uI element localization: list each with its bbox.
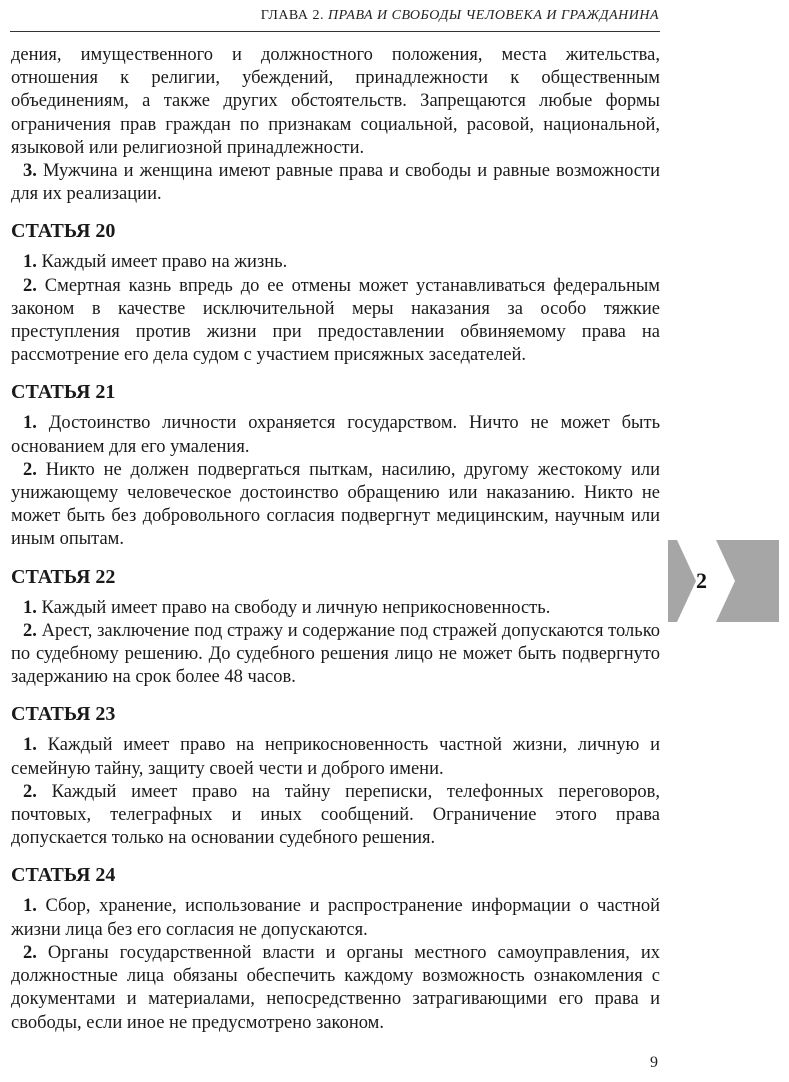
paragraph-number: 3. xyxy=(23,161,37,182)
article-paragraph xyxy=(11,781,660,851)
article-24 xyxy=(11,863,660,1034)
article-paragraph xyxy=(11,597,660,620)
thumb-tab-shape xyxy=(668,540,779,622)
paragraph-text: Арест, заключение под стражу и содержание под стражей допускаются только по судебному решению. До судебного решения лицо не может быть подвергнуто задержанию на срок более 48 часов. xyxy=(11,620,660,688)
article-paragraph xyxy=(11,275,660,368)
article-heading: СТАТЬЯ 20 xyxy=(11,220,116,243)
paragraph-text: Смертная казнь впредь до ее отмены может устанавливаться федеральным законом в качестве исключительной меры наказания за особо тяжкие преступления против жизни при предоставлении обвиняемому права на рассмотрение его дела судом с участием присяжных заседателей. xyxy=(11,275,661,366)
paragraph-number: 2. xyxy=(23,781,37,802)
article-paragraph xyxy=(11,412,660,458)
chapter-label: ГЛАВА 2. xyxy=(260,8,324,23)
paragraph-text: Достоинство личности охраняется государством. Ничто не может быть основанием для его умаления. xyxy=(11,413,661,457)
paragraph-number: 1. xyxy=(23,896,37,917)
paragraph-text: Каждый имеет право на свободу и личную неприкосновенность. xyxy=(41,597,551,618)
paragraph-text: Органы государственной власти и органы местного самоуправления, их должностные лица обязаны обеспечить каждому возможность ознакомления с документами и материалами, непосредственно затрагивающими его права и свободы, если иное не предусмотрено законом. xyxy=(11,942,661,1033)
article-paragraph xyxy=(11,942,660,1035)
paragraph-text: Мужчина и женщина имеют равные права и свободы и равные возможности для их реализации. xyxy=(11,161,660,205)
article-22 xyxy=(11,565,660,690)
article-21 xyxy=(11,380,660,551)
thumb-tab-number: 2 xyxy=(696,568,707,593)
header-rule xyxy=(10,31,660,32)
paragraph-number: 1. xyxy=(23,597,37,618)
article-paragraph xyxy=(11,251,660,274)
paragraph-3 xyxy=(11,160,660,206)
paragraph-text: Сбор, хранение, использование и распространение информации о частной жизни лица без его согласия не допускаются. xyxy=(11,896,660,940)
paragraph-text: Каждый имеет право на жизнь. xyxy=(41,252,288,273)
paragraph-number: 1. xyxy=(23,735,37,756)
running-head xyxy=(261,8,659,24)
paragraph-text: Никто не должен подвергаться пыткам, насилию, другому жестокому или унижающему человеческое достоинство обращению или наказанию. Никто не может быть без добровольного согласия подвергнут медицинским, научным или иным опытам. xyxy=(11,459,660,550)
article-heading: СТАТЬЯ 23 xyxy=(11,703,116,726)
article-heading: СТАТЬЯ 22 xyxy=(11,565,116,588)
page-body xyxy=(11,44,660,1035)
paragraph-number: 2. xyxy=(23,459,37,480)
paragraph-number: 2. xyxy=(23,620,37,641)
paragraph-text: Каждый имеет право на тайну переписки, телефонных переговоров, почтовых, телеграфных и иных сообщений. Ограничение этого права допускается только на основании судебного решения. xyxy=(11,781,660,849)
page-number: 9 xyxy=(650,1054,658,1071)
article-heading: СТАТЬЯ 24 xyxy=(11,864,116,887)
paragraph-number: 1. xyxy=(23,413,37,434)
paragraph-number: 2. xyxy=(23,942,37,963)
chapter-title: ПРАВА И СВОБОДЫ ЧЕЛОВЕКА И ГРАЖДАНИНА xyxy=(328,8,659,23)
article-paragraph xyxy=(11,734,660,780)
article-paragraph xyxy=(11,895,660,941)
article-heading: СТАТЬЯ 21 xyxy=(11,381,116,404)
paragraph-number: 2. xyxy=(23,275,37,296)
chapter-thumb-tab xyxy=(668,540,779,622)
article-20 xyxy=(11,219,660,367)
article-23 xyxy=(11,702,660,850)
article-paragraph xyxy=(11,620,660,690)
article-paragraph xyxy=(11,459,660,552)
continued-paragraph: дения, имущественного и должностного положения, места жительства, отношения к религии, убеждений, принадлежности к общественным объединениям, а также других обстоятельств. Запрещаются любые формы ограничения прав граждан по признакам социальной, расовой, национальной, языковой или религиозной принадлежности. xyxy=(11,45,660,158)
paragraph-number: 1. xyxy=(23,252,37,273)
paragraph-text: Каждый имеет право на неприкосновенность частной жизни, личную и семейную тайну, защиту своей чести и доброго имени. xyxy=(11,735,660,779)
